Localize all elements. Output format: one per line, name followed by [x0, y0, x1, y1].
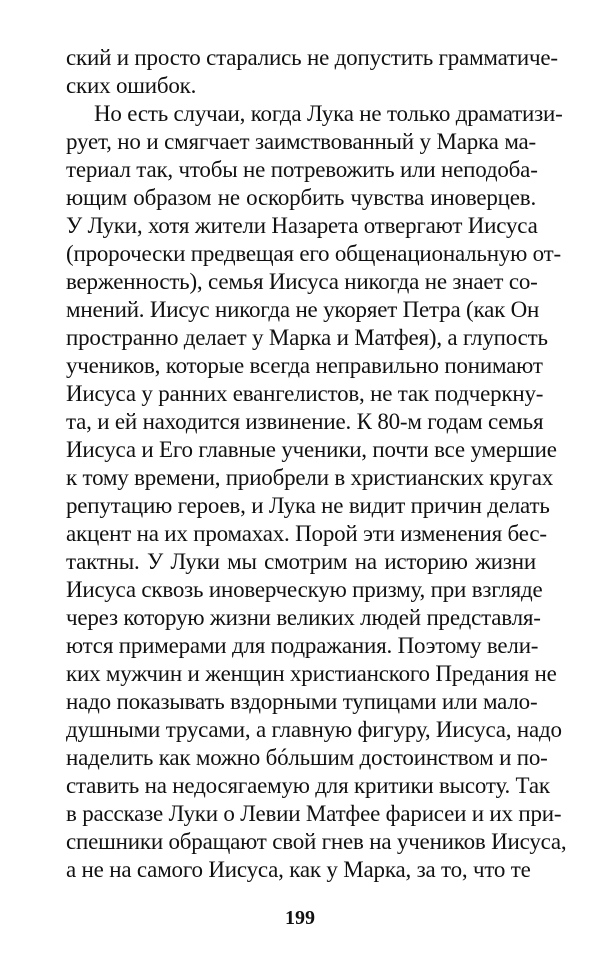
text-line: Но есть случаи, когда Лука не только драматизи-	[94, 101, 563, 126]
text-line: душными трусами, а главную фигуру, Иисуса, надо	[66, 717, 562, 742]
text-line: (пророчески предвещая его общенациональную от-	[66, 241, 561, 266]
text-line: У Луки, хотя жители Назарета отвергают Иисуса	[66, 213, 538, 238]
text-line: мнений. Иисус никогда не укоряет Петра (как Он	[66, 297, 540, 322]
text-line: надо показывать вздорными тупицами или мало-	[66, 689, 538, 714]
text-line: Иисуса сквозь иноверческую призму, при взгляде	[66, 577, 543, 602]
text-line: через которую жизни великих людей представля-	[66, 605, 541, 630]
text-line: наделить как можно бóльшим достоинством и по-	[66, 745, 548, 770]
text-line: ставить на недосягаемую для критики высоту. Так	[66, 773, 550, 798]
body-text	[66, 44, 567, 884]
text-line: акцент на их промахах. Порой эти изменения бес-	[66, 521, 547, 546]
text-line: териал так, чтобы не потревожить или неподоба-	[66, 157, 538, 182]
text-line: учеников, которые всегда неправильно понимают	[66, 353, 543, 378]
text-line: рует, но и смягчает заимствованный у Марка ма-	[66, 129, 536, 154]
page-number: 199	[285, 907, 315, 929]
text-line: тактны. У Луки мы смотрим на историю жизни	[66, 549, 536, 574]
text-line: а не на самого Иисуса, как у Марка, за то, что те	[66, 857, 531, 882]
text-line: к тому времени, приобрели в христианских кругах	[66, 465, 554, 490]
text-line: та, и ей находится извинение. К 80-м годам семья	[66, 409, 544, 434]
text-line: ких мужчин и женщин христианского Предания не	[66, 661, 557, 686]
text-line: ский и просто старались не допустить грамматиче-	[66, 45, 558, 70]
text-line: ющим образом не оскорбить чувства иноверцев.	[66, 185, 536, 210]
text-line: пространно делает у Марка и Матфея), а глупость	[66, 325, 548, 350]
text-line: в рассказе Луки о Левии Матфее фарисеи и их при-	[66, 801, 562, 826]
text-line: Иисуса и Его главные ученики, почти все умершие	[66, 437, 557, 462]
text-line: ских ошибок.	[66, 73, 197, 98]
text-line: репутацию героев, и Лука не видит причин делать	[66, 493, 550, 518]
text-line: спешники обращают свой гнев на учеников Иисуса,	[66, 829, 567, 854]
text-line: Иисуса у ранних евангелистов, не так подчеркну-	[66, 381, 544, 406]
text-line: верженность), семья Иисуса никогда не знает со-	[66, 269, 538, 294]
text-line: ются примерами для подражания. Поэтому вели-	[66, 633, 539, 658]
